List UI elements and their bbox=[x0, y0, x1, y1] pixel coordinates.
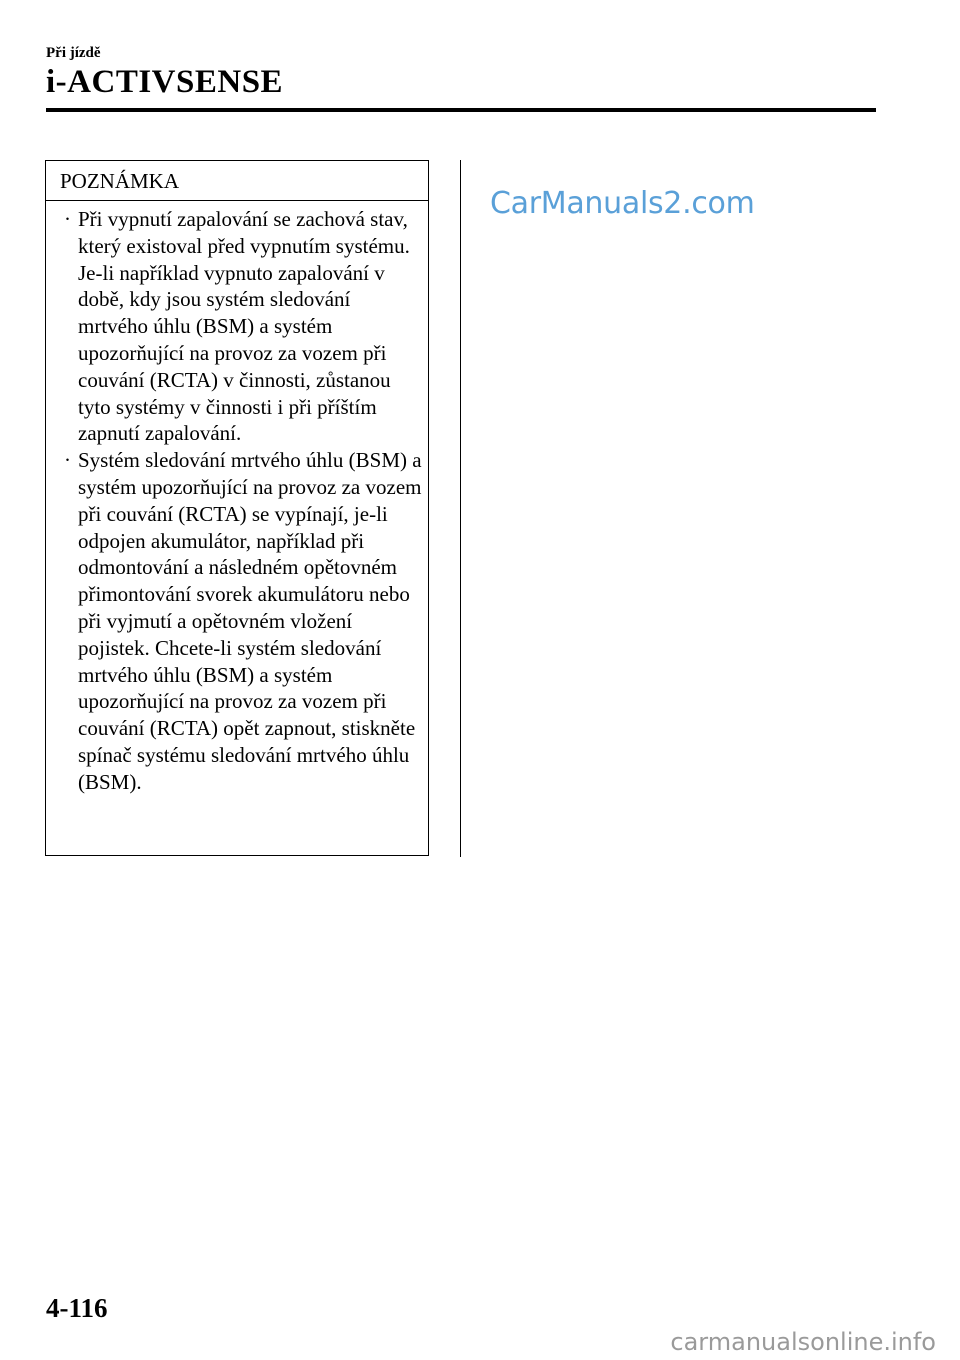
note-item bbox=[46, 447, 428, 795]
note-heading: POZNÁMKA bbox=[46, 161, 428, 201]
bullet-icon: · bbox=[64, 448, 71, 473]
note-box bbox=[45, 160, 429, 856]
note-list bbox=[46, 201, 428, 796]
bullet-icon: · bbox=[64, 207, 71, 231]
note-item-text: Systém sledování mrtvého úhlu (BSM) a systém upozorňující na provoz za vozem při couvání (RCTA) se vypínají, je-li odpojen akumulátor, například při odmontování a následném opětovném přimontování svorek akumulátoru nebo při vyjmutí a opětovném vložení pojistek. Chcete-li systém sledování mrtvého úhlu (BSM) a systém upozorňující na provoz za vozem při couvání (RCTA) opět zapnout, stiskněte spínač systému sledování mrtvého úhlu (BSM). bbox=[78, 448, 422, 794]
column-divider bbox=[460, 160, 461, 857]
chapter-title: i-ACTIVSENSE bbox=[46, 64, 284, 100]
note-item-text: Při vypnutí zapalování se zachová stav, který existoval před vypnutím systému. Je-li například vypnuto zapalování v době, kdy jsou systém sledování mrtvého úhlu (BSM) a systém upozorňující na provoz za vozem při couvání (RCTA) v činnosti, zůstanou tyto systémy v činnosti i při příštím zapnutí zapalování. bbox=[78, 207, 410, 446]
footer-url[interactable]: carmanualsonline.info bbox=[670, 1328, 936, 1356]
section-label: Při jízdě bbox=[46, 45, 101, 61]
header-rule bbox=[46, 108, 876, 112]
note-item bbox=[46, 206, 428, 447]
page-number: 4-116 bbox=[46, 1293, 108, 1323]
watermark-logo: CarManuals2.com bbox=[490, 186, 755, 221]
